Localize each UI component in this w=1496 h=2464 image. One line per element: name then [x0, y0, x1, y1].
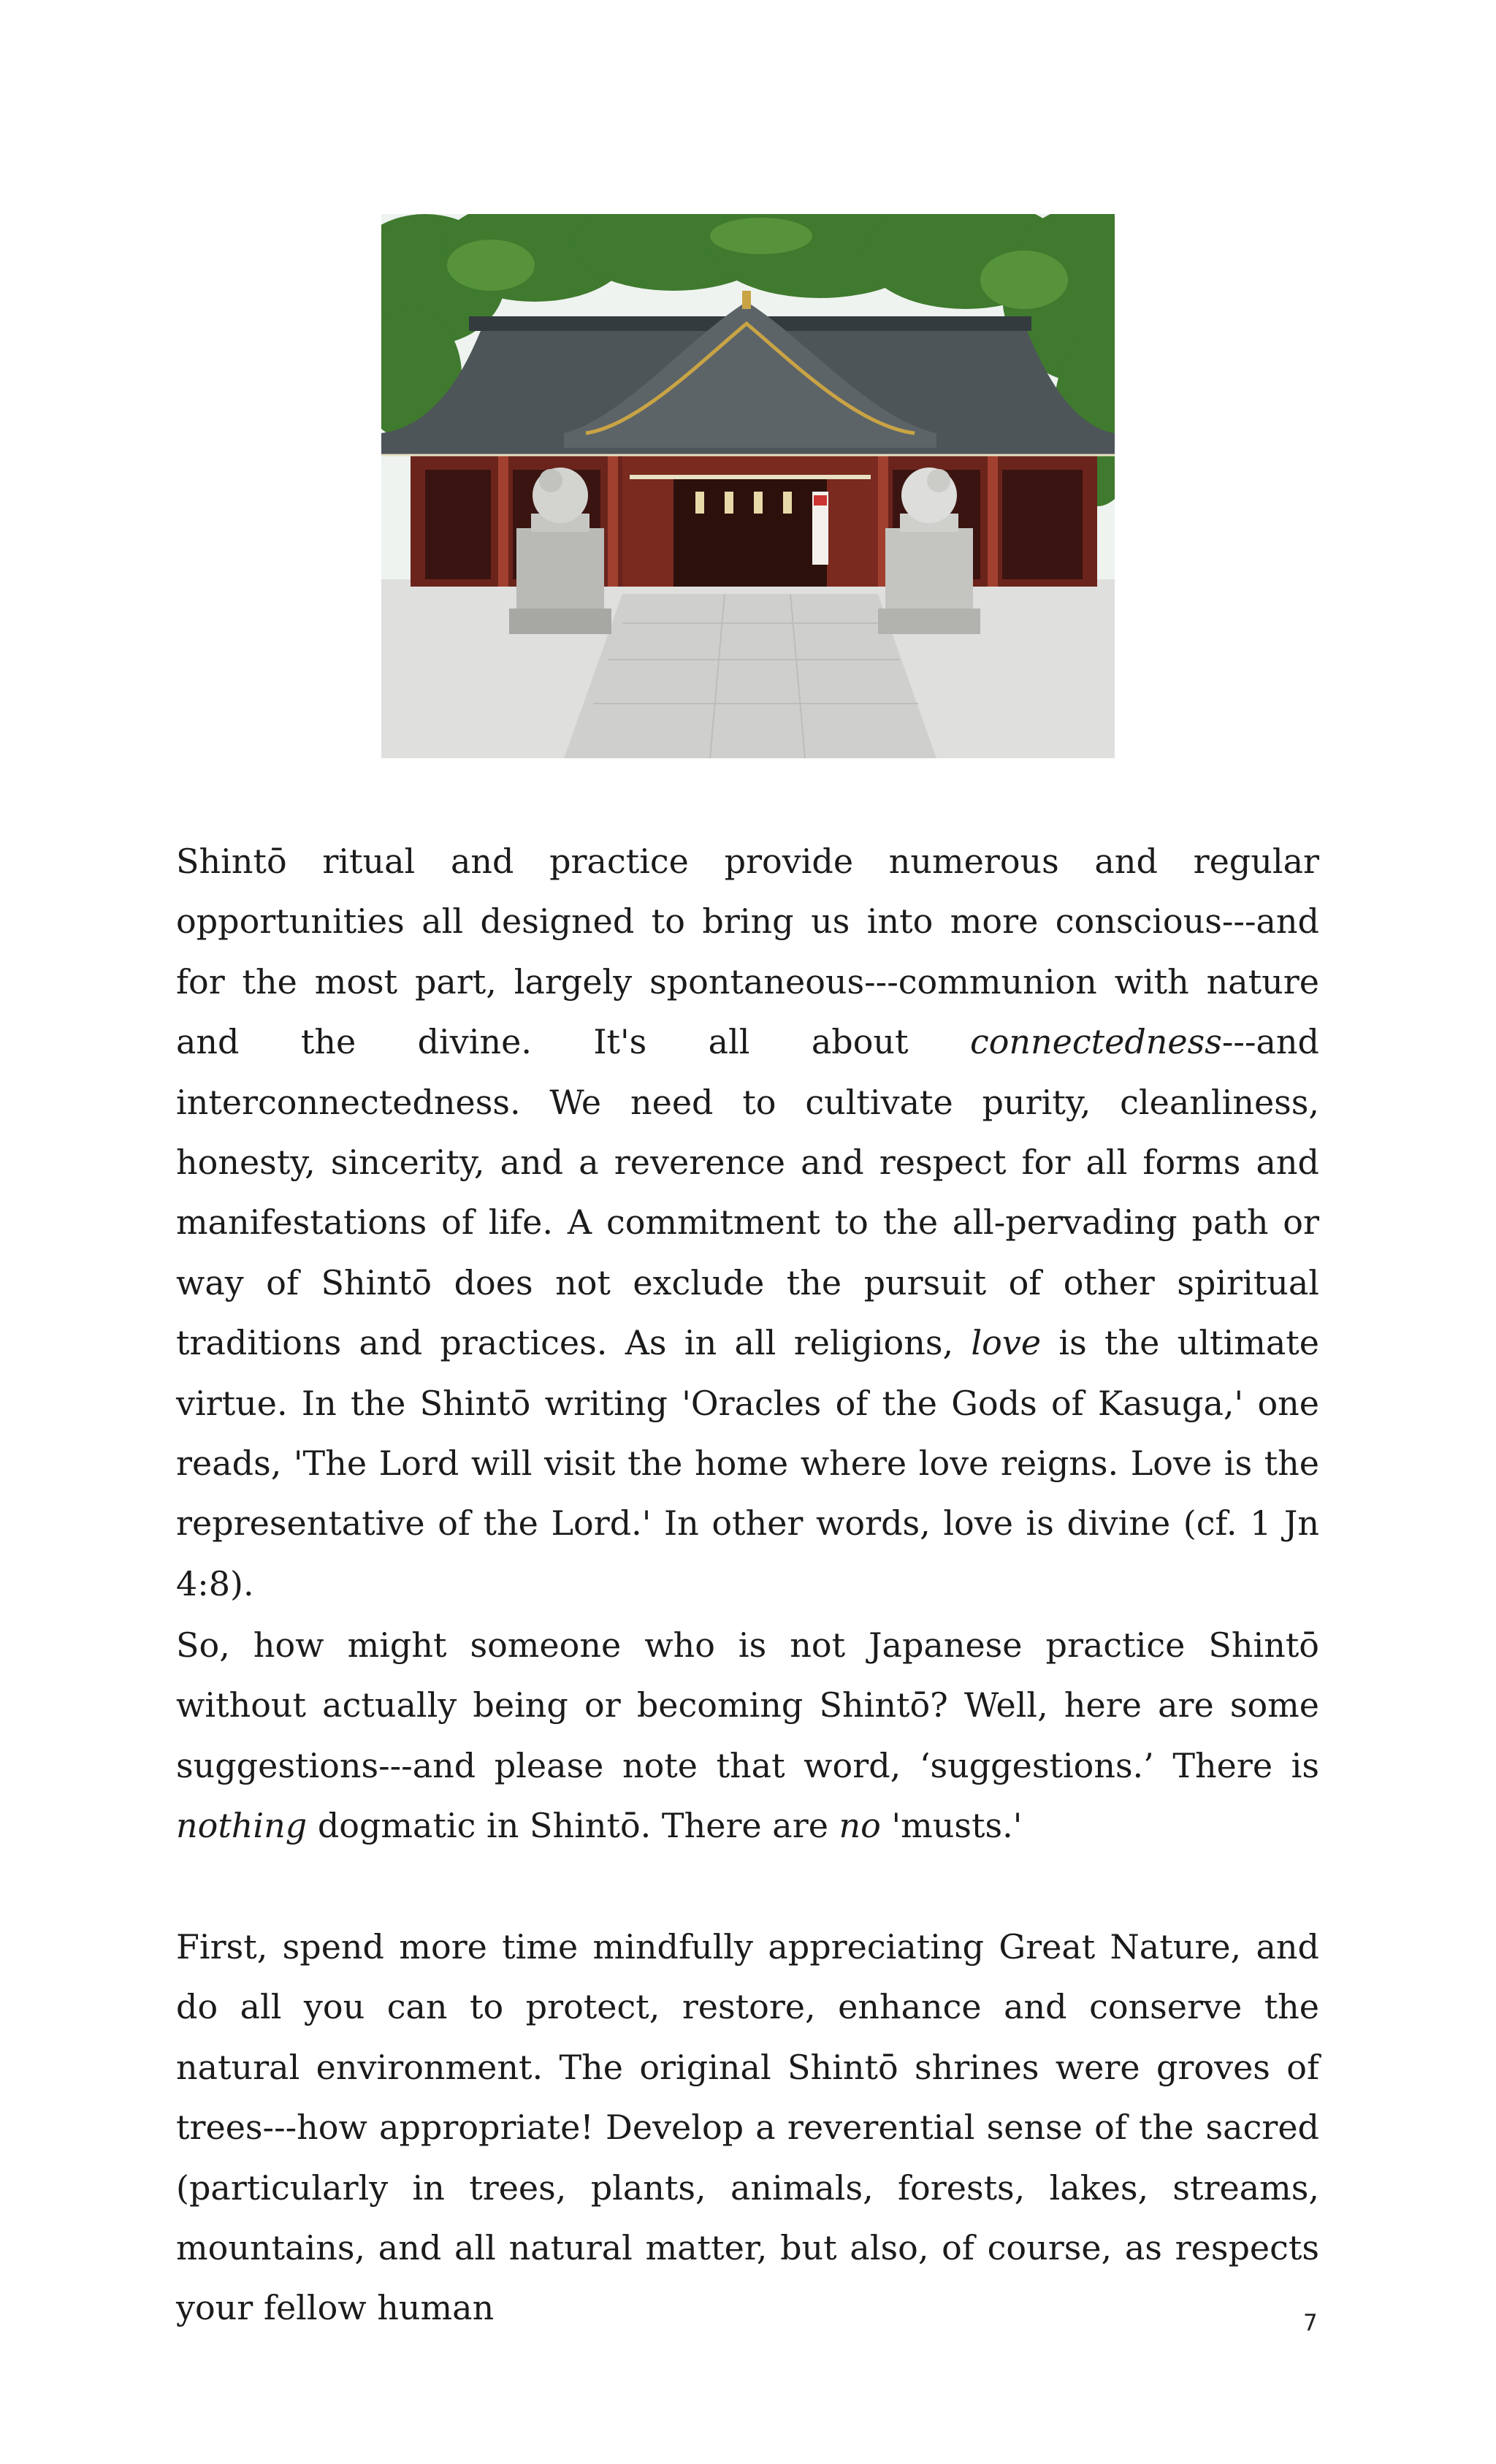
paragraph-text: First, spend more time mindfully appreciating Great Nature, and do all you can to protect, restore, enhance and conserve the natural environment. The original Shintō shrines were groves of trees---how appropriate! Develop a reverential sense of the sacred (particularly in trees, plants, animals, forests, lakes, streams, mountains, and all natural matter, but also, of course, as respects your fellow human	[176, 1927, 1319, 2328]
emphasis-text: connectedness	[969, 1022, 1222, 1062]
body-paragraph-1	[176, 831, 1319, 1614]
page-number: 7	[1303, 2310, 1318, 2336]
shrine-photo	[381, 214, 1115, 758]
emphasis-text: no	[839, 1806, 881, 1846]
paragraph-text: Shintō ritual and practice provide numerous and regular opportunities all designed to bring us into more conscious---and for the most part, largely spontaneous---communion with nature and the divine. It's all about connectedness---and interconnectedness. We need to cultivate purity, cleanliness, honesty, sincerity, and a reverence and respect for all forms and manifestations of life. A commitment to the all-pervading path or way of Shintō does not exclude the pursuit of other spiritual traditions and practices. As in all religions, love is the ultimate virtue. In the Shintō writing 'Oracles of the Gods of Kasuga,' one reads, 'The Lord will visit the home where love reigns. Love is the representative of the Lord.' In other words, love is divine (cf. 1 Jn 4:8).	[176, 842, 1319, 1603]
emphasis-text: nothing	[176, 1806, 308, 1846]
body-paragraph-3	[176, 1917, 1319, 2338]
emphasis-text: love	[971, 1323, 1042, 1363]
body-paragraph-2	[176, 1615, 1319, 1856]
paragraph-text: So, how might someone who is not Japanese practice Shintō without actually being or becoming Shintō? Well, here are some suggestions---and please note that word, ‘suggestions.’ There is nothing dogmatic in Shintō. There are no 'musts.'	[176, 1625, 1319, 1846]
